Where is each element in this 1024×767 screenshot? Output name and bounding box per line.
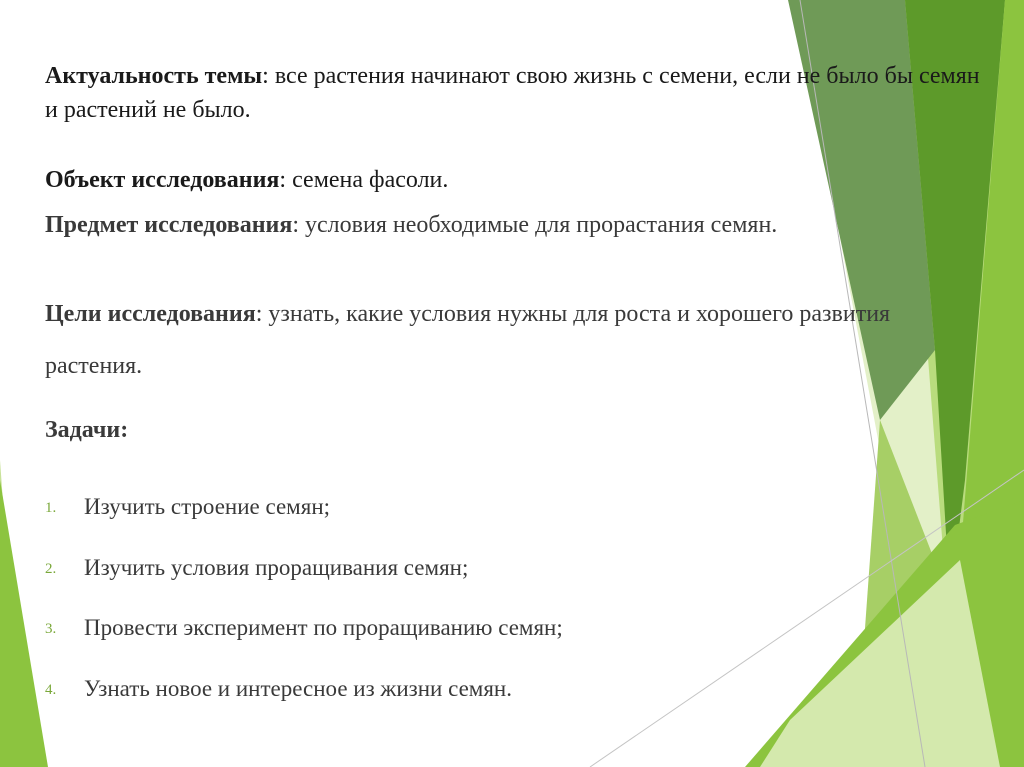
subject-label: Предмет исследования [45,212,293,238]
relevance-text: : все растения начинают свою жизнь с семени, если не было бы семян и растений не было. [45,63,980,123]
task-text: Изучить строение семян; [84,494,331,519]
goals-paragraph [45,288,925,392]
subject-paragraph [45,208,777,242]
task-item [45,613,563,644]
object-label: Объект исследования [45,167,280,193]
relevance-paragraph [45,59,985,127]
object-paragraph [45,163,448,197]
task-number: 2. [45,561,57,577]
subject-text: : условия необходимые для прорастания семян. [292,212,778,238]
task-number: 3. [45,621,57,637]
task-item [45,492,330,523]
task-text: Узнать новое и интересное из жизни семян. [84,676,512,701]
task-text: Провести эксперимент по проращиванию семян; [84,615,563,640]
task-item [45,674,512,705]
task-text: Изучить условия проращивания семян; [84,555,469,580]
goals-text: : узнать, какие условия нужны для роста и хорошего развития растения. [45,301,891,379]
object-text: : семена фасоли. [279,167,449,193]
tasks-heading: Задачи: [45,417,129,443]
task-item [45,553,468,584]
relevance-label: Актуальность темы [45,63,263,89]
facet-left [0,480,48,767]
task-number: 1. [45,500,57,516]
goals-label: Цели исследования [45,301,256,327]
task-number: 4. [45,682,57,698]
